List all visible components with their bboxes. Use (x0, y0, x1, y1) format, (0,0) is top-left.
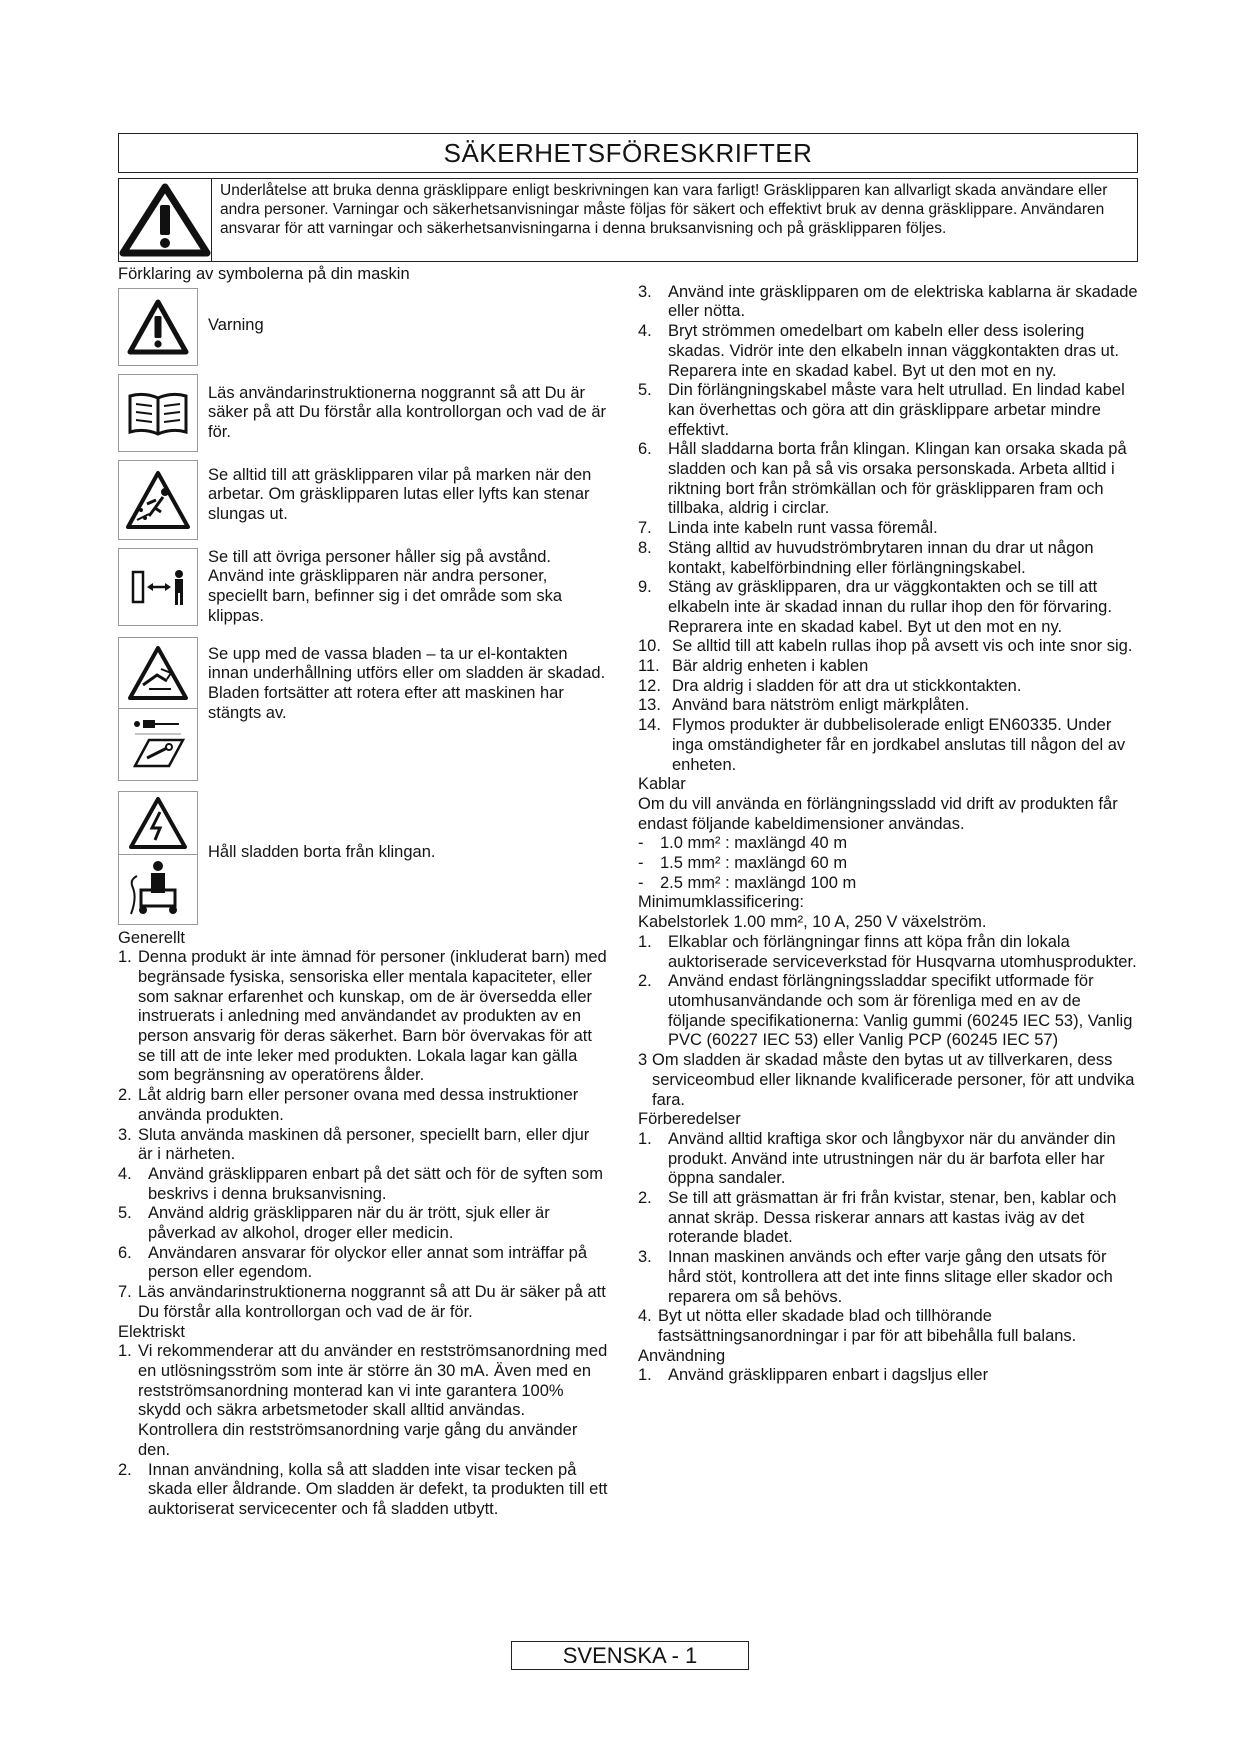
cable-icon-group (118, 791, 198, 925)
general-list (118, 948, 608, 1322)
cables-list (638, 933, 1138, 1110)
right-column (638, 263, 1138, 1386)
prep-item: 3. Innan maskinen används och efter varje gång den utsats för hård stöt, kontrollera att det inte finns slitage eller skador och reparera om så behövs. (638, 1248, 1113, 1306)
prep-item: 1. Använd alltid kraftiga skor och långbyxor när du använder din produkt. Använd inte utrustningen när du är barfota eller har öppna sandaler. (638, 1129, 1116, 1188)
symbol-stones-text: Se alltid till att gräsklipparen vilar på marken när den arbetar. Om gräsklipparen lutas eller lyfts kan stenar slungas ut. (208, 465, 592, 524)
symbol-warning (118, 288, 608, 366)
sharp-blades-icon (118, 637, 198, 709)
electric-item: 4. Bryt strömmen omedelbart om kabeln eller dess isolering skadas. Vidrör inte den elkabeln innan väggkontakten dras ut. Reparera inte en skadad kabel. Byt ut den mot en ny. (638, 322, 1119, 380)
general-item: 3. Sluta använda maskinen då personer, speciellt barn, eller djur är i närheten. (118, 1125, 590, 1164)
symbol-blades-text: Se upp med de vassa bladen – ta ur el-kontakten innan underhållning utförs eller om sladden är skadad. (208, 644, 606, 683)
symbol-cable-text: Håll sladden borta från klingan. (208, 842, 436, 861)
general-item: 2. Låt aldrig barn eller personer ovana med dessa instruktioner använda produkten. (118, 1086, 579, 1124)
symbol-stones (118, 460, 608, 540)
symbol-read-manual (118, 374, 608, 452)
electric-item: 12. Dra aldrig i sladden för att dra ut stickkontakten. (638, 676, 1022, 695)
prep-item: 2. Se till att gräsmattan är fri från kvistar, stenar, ben, kablar och annat skräp. Dessa riskerar annars att kastas iväg av det roterande bladet. (638, 1189, 1117, 1247)
electric-item: 11. Bär aldrig enheten i kablen (638, 657, 869, 676)
electric-item: 13. Använd bara nätström enligt märkplåten. (638, 696, 970, 715)
prep-heading: Förberedelser (638, 1110, 741, 1129)
page-title: SÄKERHETSFÖRESKRIFTER (443, 137, 813, 168)
cables-intro: Om du vill använda en förlängningssladd vid drift av produkten får endast följande kabeldimensioner användas. (638, 794, 1118, 833)
electric-item: 1. Vi rekommenderar att du använder en restströmsanordning med en utlösningsström som inte är större än 30 mA. Även med en restströmsanordning monterad kan vi inte garantera 100% skydd och säkra arbetsmetoder skall alltid användas. Kontrollera din restströmsanordning varje gång du använder den. (118, 1342, 608, 1459)
warning-box (118, 178, 1138, 262)
cables-item: 3 Om sladden är skadad måste den bytas ut av tillverkaren, dess serviceombud eller liknande kvalificerade personer, för att undvika fara. (638, 1051, 1135, 1109)
usage-item: 1. Använd gräsklipparen enbart i dagsljus eller (638, 1366, 989, 1385)
usage-list (638, 1366, 1138, 1386)
general-heading: Generellt (118, 928, 185, 947)
electric-item: 14. Flymos produkter är dubbelisolerade enligt EN60335. Under inga omständigheter får en jordkabel anslutas till någon del av enheten. (638, 716, 1126, 774)
electric-hazard-icon (118, 791, 198, 855)
title-box (118, 133, 1138, 173)
cable-sizes-list (638, 834, 1138, 893)
symbols-heading: Förklaring av symbolerna på din maskin (118, 265, 410, 283)
cables-item: 1. Elkablar och förlängningar finns att köpa från din lokala auktoriserade serviceverkstad för Husqvarna utomhusprodukter. (638, 932, 1137, 971)
symbol-blades (118, 637, 608, 781)
symbol-blades-texts (198, 637, 608, 724)
general-item: 7. Läs användarinstruktionerna noggrannt så att Du är säker på att Du förstår alla kontrollorgan och vad de är för. (118, 1283, 606, 1321)
min-class-text: Kabelstorlek 1.00 mm², 10 A, 250 V växelström. (638, 913, 987, 932)
left-column (118, 265, 608, 1520)
cables-heading: Kablar (638, 775, 686, 794)
electric-item: 10. Se alltid till att kabeln rullas ihop på avsett vis och inte snor sig. (638, 637, 1133, 656)
electric-item: 5. Din förlängningskabel måste vara helt utrullad. En lindad kabel kan överhettas och göra att din gräsklippare arbetar mindre effektivt. (638, 381, 1125, 439)
symbol-distance-text: Se till att övriga personer håller sig på avstånd. Använd inte gräsklipparen när andra personer, speciellt barn, befinner sig i det område som ska klippas. (208, 547, 563, 625)
electric-list-left (118, 1342, 608, 1519)
electric-item: 3. Använd inte gräsklipparen om de elektriska kablarna är skadade eller nötta. (638, 282, 1138, 321)
electric-item: 9. Stäng av gräsklipparen, dra ur väggkontakten och se till att elkabeln inte är skadad innan du rullar ihop den för förvaring. Reprarera inte en skadad kabel. Byt ut den mot en ny. (638, 578, 1112, 636)
electric-item: 6. Håll sladdarna borta från klingan. Klingan kan orsaka skada på sladden och kan på så vis orsaka personskada. Arbeta alltid i riktning bort från strömkällan och för gräsklipparen fram och tillbaka, aldrig i circlar. (638, 440, 1127, 518)
electric-item: 2. Innan användning, kolla så att sladden inte visar tecken på skada eller åldrande. Om sladden är defekt, ta produkten till ett auktoriserat servicecenter och få sladden utbytt. (118, 1460, 608, 1518)
cable-size-item: - 1.5 mm² : maxlängd 60 m (638, 854, 848, 873)
usage-heading: Användning (638, 1346, 726, 1365)
general-item: 5. Använd aldrig gräsklipparen när du är trött, sjuk eller är påverkad av alkohol, droger eller medicin. (118, 1204, 550, 1243)
thrown-objects-icon (118, 460, 198, 540)
symbol-distance (118, 548, 608, 627)
cable-size-item: - 2.5 mm² : maxlängd 100 m (638, 873, 857, 892)
cable-size-item: - 1.0 mm² : maxlängd 40 m (638, 834, 848, 853)
warning-icon (118, 288, 198, 366)
symbol-cable (118, 791, 608, 925)
electric-item: 7. Linda inte kabeln runt vassa föremål. (638, 519, 938, 538)
symbol-read-manual-text: Läs användarinstruktionerna noggrannt så att Du är säker på att Du förstår alla kontrollorgan och vad de är för. (208, 383, 607, 442)
page-footer: SVENSKA - 1 (511, 1641, 749, 1670)
keep-distance-icon (118, 548, 198, 626)
symbol-blades-rotate-text: Bladen fortsätter att rotera efter att maskinen har stängts av. (208, 683, 564, 722)
prep-item: 4. Byt ut nötta eller skadade blad och tillhörande fastsättningsanordningar i par för att bibehålla full balans. (638, 1307, 1077, 1345)
warning-triangle-icon (119, 179, 212, 261)
general-item: 1. Denna produkt är inte ämnad för personer (inkluderat barn) med begränsade fysiska, sensoriska eller mentala kapaciteter, eller som saknar erfarenhet och kunskap, om de är översedda eller instruerats i anledning med användandet av produkten av en person ansvarig för deras säkerhet. Barn bör övervakas för att se till att de inte leker med produkten. Lokala lagar kan gälla som begränsning av operatörens ålder. (118, 948, 607, 1085)
cable-mower-icon (118, 855, 198, 925)
min-class-heading: Minimumklassificering: (638, 893, 804, 912)
cables-item: 2. Använd endast förlängningssladdar specifikt utformade för utomhusanvändande och som är förenliga med en av de följande specifikationerna: Vanlig gummi (60245 IEC 53), Vanlig PVC (60227 IEC 53) eller Vanlig PCP (60245 IEC 57) (638, 972, 1133, 1050)
warning-intro-text: Underlåtelse att bruka denna gräsklippare enligt beskrivningen kan vara farligt! Gräsklipparen kan allvarligt skada användare eller andra personer. Varningar och säkerhetsanvisningar måste följas för säkert och effektivt bruk av denna gräsklippare. Användaren ansvarar för att varningar och säkerhetsanvisningarna i denna bruksanvisning och på gräsklipparen följes. (220, 182, 1108, 237)
electric-heading: Elektriskt (118, 1322, 185, 1341)
electric-list-right (638, 283, 1138, 776)
symbol-warning-label: Varning (208, 315, 264, 334)
general-item: 4. Använd gräsklipparen enbart på det sätt och för de syften som beskrivs i denna bruksanvisning. (118, 1164, 603, 1203)
electric-item: 8. Stäng alltid av huvudströmbrytaren innan du drar ut någon kontakt, kabelförbindning eller förlängningskabel. (638, 538, 1094, 577)
unplug-tool-icon (118, 709, 198, 781)
general-item: 6. Användaren ansvarar för olyckor eller annat som inträffar på person eller egendom. (118, 1243, 588, 1282)
blades-icon-group (118, 637, 198, 781)
book-icon (118, 374, 198, 452)
prep-list (638, 1130, 1138, 1347)
column-continuation-spacer (638, 263, 1138, 283)
